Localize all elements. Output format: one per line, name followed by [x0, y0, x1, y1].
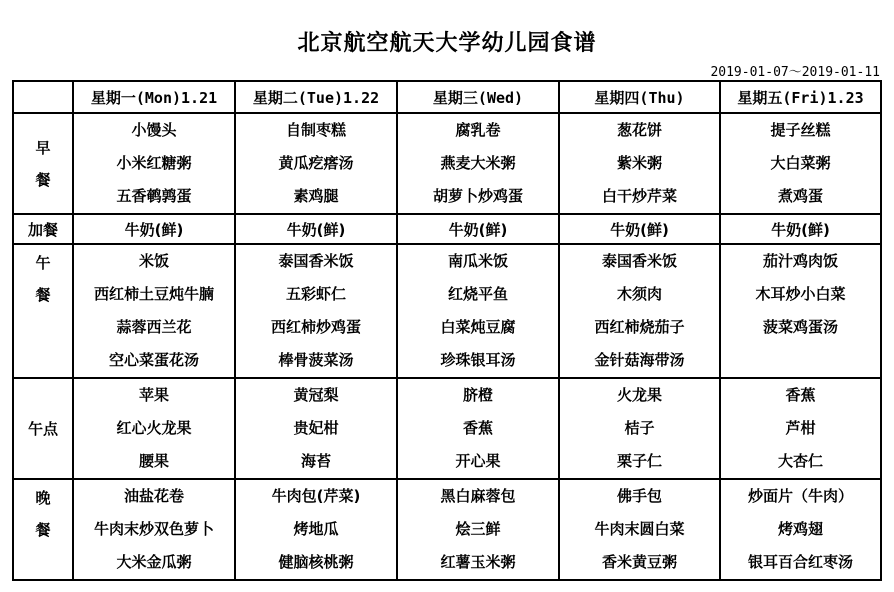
snack-cell: 牛奶(鲜): [73, 214, 235, 244]
lunch-row: [13, 244, 881, 378]
snack-row: [13, 214, 881, 244]
menu-item: 佛手包: [616, 487, 662, 505]
day-header: 星期四(Thu): [559, 81, 720, 113]
lunch-cell: [235, 244, 397, 378]
breakfast-cell: [559, 113, 720, 214]
menu-item: 白菜炖豆腐: [440, 318, 516, 336]
corner-cell: [13, 81, 73, 113]
lunch-cell: [397, 244, 559, 378]
menu-item: 泰国香米饭: [601, 252, 677, 270]
snack-label: 加餐: [13, 214, 73, 244]
menu-item: 黑白麻蓉包: [440, 487, 516, 505]
label-char: 午: [35, 254, 51, 272]
menu-item: 红薯玉米粥: [440, 553, 516, 571]
dinner-label: [13, 479, 73, 580]
menu-item: 棒骨菠菜汤: [278, 351, 354, 369]
menu-item: 珍珠银耳汤: [440, 351, 516, 369]
menu-item: 西红柿炒鸡蛋: [270, 318, 361, 336]
dinner-cell: [73, 479, 235, 580]
menu-item: 蒜蓉西兰花: [116, 318, 192, 336]
date-range: 2019-01-07～2019-01-11: [710, 65, 880, 80]
dinner-row: [13, 479, 881, 580]
day-header: 星期三(Wed): [397, 81, 559, 113]
page-title: 北京航空航天大学幼儿园食谱: [297, 31, 597, 56]
snack-cell: 牛奶(鲜): [559, 214, 720, 244]
lunch-cell: [720, 244, 881, 378]
breakfast-cell: [397, 113, 559, 214]
header-row: [13, 81, 881, 113]
lunch-label: [13, 244, 73, 378]
menu-item: 小馒头: [131, 121, 177, 139]
menu-item: 脐橙: [462, 386, 493, 404]
afternoon-row: [13, 378, 881, 479]
afternoon-cell: [73, 378, 235, 479]
menu-item: 西红柿烧茄子: [594, 318, 685, 336]
day-header: 星期一(Mon)1.21: [73, 81, 235, 113]
menu-item: 提子丝糕: [770, 121, 831, 139]
menu-item: 烤鸡翅: [777, 520, 823, 538]
menu-item: 腰果: [138, 452, 169, 470]
menu-item: 茄汁鸡肉饭: [762, 252, 838, 270]
dinner-cell: [397, 479, 559, 580]
afternoon-cell: [720, 378, 881, 479]
label-char: 晚: [35, 489, 51, 507]
menu-item: 芦柑: [785, 419, 816, 437]
menu-item: 五彩虾仁: [285, 285, 346, 303]
menu-item: 苹果: [138, 386, 169, 404]
breakfast-cell: [73, 113, 235, 214]
menu-item: 油盐花卷: [123, 487, 184, 505]
menu-item: 空心菜蛋花汤: [108, 351, 199, 369]
menu-item: 黄瓜疙瘩汤: [278, 154, 354, 172]
menu-item: 烤地瓜: [293, 520, 339, 538]
breakfast-cell: [235, 113, 397, 214]
menu-item: 五香鹌鹑蛋: [116, 187, 192, 205]
menu-item: 香蕉: [785, 386, 816, 404]
menu-item: 大米金瓜粥: [116, 553, 192, 571]
menu-item: 炒面片（牛肉）: [747, 487, 853, 505]
menu-item: 西红柿土豆炖牛腩: [93, 285, 214, 303]
snack-cell: 牛奶(鲜): [397, 214, 559, 244]
afternoon-label: 午点: [13, 378, 73, 479]
menu-item: 黄冠梨: [293, 386, 339, 404]
menu-item: 素鸡腿: [293, 187, 339, 205]
menu-item: 南瓜米饭: [447, 252, 508, 270]
breakfast-cell: [720, 113, 881, 214]
afternoon-cell: [235, 378, 397, 479]
menu-item: 自制枣糕: [285, 121, 346, 139]
lunch-cell: [73, 244, 235, 378]
menu-item: 紫米粥: [616, 154, 662, 172]
menu-item: 煮鸡蛋: [777, 187, 823, 205]
menu-item: 栗子仁: [616, 452, 662, 470]
menu-item: 火龙果: [616, 386, 662, 404]
afternoon-cell: [397, 378, 559, 479]
menu-table: [12, 80, 882, 581]
menu-item: 米饭: [138, 252, 169, 270]
menu-item: 贵妃柑: [293, 419, 339, 437]
menu-item: 腐乳卷: [455, 121, 501, 139]
menu-item: 香蕉: [462, 419, 493, 437]
day-header: 星期二(Tue)1.22: [235, 81, 397, 113]
menu-item: 小米红糖粥: [116, 154, 192, 172]
menu-item: 海苔: [300, 452, 331, 470]
label-char: 餐: [35, 521, 51, 539]
lunch-cell: [559, 244, 720, 378]
menu-item: 红心火龙果: [116, 419, 192, 437]
menu-item: 健脑核桃粥: [278, 553, 354, 571]
menu-item: 葱花饼: [616, 121, 662, 139]
menu-item: 银耳百合红枣汤: [747, 553, 853, 571]
menu-item: 胡萝卜炒鸡蛋: [432, 187, 523, 205]
afternoon-cell: [559, 378, 720, 479]
menu-item: 大白菜粥: [770, 154, 831, 172]
menu-item: 牛肉包(芹菜): [271, 487, 361, 505]
menu-item: 泰国香米饭: [278, 252, 354, 270]
menu-item: 木须肉: [616, 285, 662, 303]
menu-item: 菠菜鸡蛋汤: [762, 318, 838, 336]
snack-cell: 牛奶(鲜): [235, 214, 397, 244]
menu-item: 烩三鲜: [455, 520, 501, 538]
day-header: 星期五(Fri)1.23: [720, 81, 881, 113]
menu-item: 木耳炒小白菜: [755, 285, 846, 303]
dinner-cell: [559, 479, 720, 580]
menu-item: 桔子: [624, 419, 655, 437]
menu-item: 牛肉末炒双色萝卜: [93, 520, 214, 538]
snack-cell: 牛奶(鲜): [720, 214, 881, 244]
label-char: 餐: [35, 286, 51, 304]
menu-item: 红烧平鱼: [447, 285, 508, 303]
label-char: 餐: [35, 170, 51, 189]
menu-item: 白干炒芹菜: [601, 187, 677, 205]
menu-item: 开心果: [455, 452, 501, 470]
breakfast-row: [13, 113, 881, 214]
menu-item: 大杏仁: [777, 452, 823, 470]
menu-item: [721, 344, 880, 377]
menu-item: 牛肉末圆白菜: [594, 520, 685, 538]
menu-item: 金针菇海带汤: [594, 351, 685, 369]
menu-item: 燕麦大米粥: [440, 154, 516, 172]
menu-item: 香米黄豆粥: [601, 553, 677, 571]
dinner-cell: [720, 479, 881, 580]
dinner-cell: [235, 479, 397, 580]
label-char: 早: [35, 138, 51, 157]
breakfast-label: [13, 113, 73, 214]
